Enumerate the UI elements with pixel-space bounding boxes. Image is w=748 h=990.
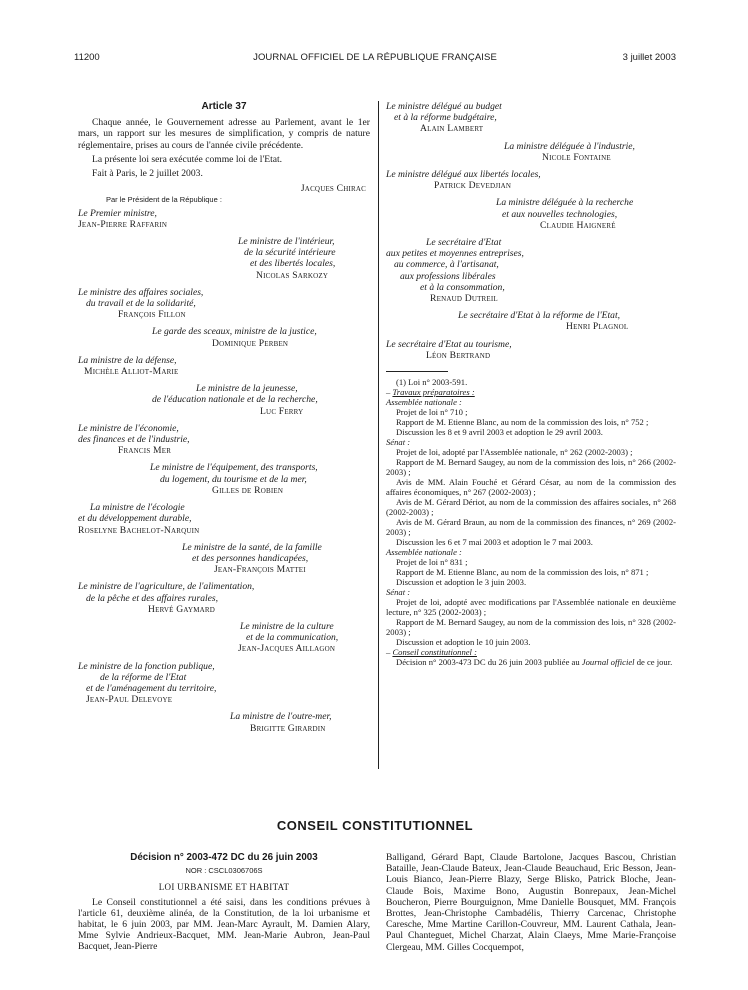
note-item: Projet de loi, adopté avec modifications par l'Assemblée nationale en deuxième lecture, n° 325 (2002-2003) ;: [386, 597, 676, 618]
decision-text: Le Conseil constitutionnel a été saisi, dans les conditions prévues à l'article 61, deuxième alinéa, de la Constitution, de la loi urbanisme et habitat, le 6 juin 2003, par MM. Jean-Marc Ayrault, M. Damien Alary, Mme Sylvie Andrieux-Bacquet, MM. Jean-Marie Aubron, Jean-Paul Bacquet, Jean-Pierre: [78, 896, 370, 953]
article-paragraph: Chaque année, le Gouvernement adresse au Parlement, avant le 1er mars, un rapport sur les mesures de simplification, y compris de nature réglementaire, prises au cours de l'année civile précédente.: [78, 117, 370, 151]
signature-block: Le ministre de l'économie, des finances et de l'industrie, Francis Mer: [78, 422, 190, 457]
signature-block: Le secrétaire d'Etat aux petites et moyennes entreprises, au commerce, à l'artisanat, aux professions libérales et à la consommation, Renaud Dutreil: [386, 237, 524, 305]
note-item: Avis de MM. Alain Fouché et Gérard César, au nom de la commission des affaires économiques, n° 267 (2002-2003) ;: [386, 477, 676, 498]
signature-block: La ministre déléguée à la recherche et aux nouvelles technologies, Claudie Haigneré: [496, 197, 634, 231]
signature-block: Le secrétaire d'Etat à la réforme de l'Etat, Henri Plagnol: [458, 310, 629, 333]
section-title: CONSEIL CONSTITUTIONNEL: [276, 818, 474, 833]
signature-block: Le ministre délégué au budget et à la réforme budgétaire, Alain Lambert: [386, 101, 502, 135]
note-item: Discussion les 8 et 9 avril 2003 et adoption le 29 avril 2003.: [396, 427, 603, 438]
note-conseil: – Conseil constitutionnel :: [386, 647, 477, 658]
note-item: Projet de loi n° 710 ;: [396, 407, 468, 418]
signature-block: Le ministre de la santé, de la famille et des personnes handicapées, Jean-François Mattei: [182, 541, 322, 576]
article-paragraph: La présente loi sera exécutée comme loi de l'Etat.: [92, 153, 283, 165]
signature-block: La ministre de l'outre-mer, Brigitte Girardin: [230, 711, 332, 734]
publication-date: 3 juillet 2003: [622, 52, 676, 63]
signature-block: Le ministre de la jeunesse, de l'éducation nationale et de la recherche, Luc Ferry: [152, 383, 318, 417]
note-item: Discussion et adoption le 3 juin 2003.: [396, 577, 527, 588]
premier-ministre-name: Jean-Pierre Raffarin: [78, 218, 168, 230]
note-item: Avis de M. Gérard Dériot, au nom de la commission des affaires sociales, n° 268 (2002-2003) ;: [386, 497, 676, 518]
note-item: Projet de loi n° 831 ;: [396, 557, 468, 568]
decision-subtitle: LOI URBANISME ET HABITAT: [158, 882, 290, 893]
article-paragraph: Fait à Paris, le 2 juillet 2003.: [92, 168, 203, 180]
signature-block: Le garde des sceaux, ministre de la justice, Dominique Perben: [152, 326, 317, 349]
right-column: [386, 101, 676, 667]
page-number: 11200: [74, 52, 100, 63]
signature-block: Le ministre de l'intérieur, de la sécurité intérieure et des libertés locales, Nicolas Sarkozy: [238, 236, 336, 281]
signature-block: Le ministre de la culture et de la communication, Jean-Jacques Aillagon: [238, 620, 339, 655]
article-title: Article 37: [201, 101, 247, 112]
signature-block: Le ministre des affaires sociales, du travail et de la solidarité, François Fillon: [78, 286, 204, 321]
note-item: Rapport de M. Etienne Blanc, au nom de la commission des lois, n° 752 ;: [396, 417, 649, 428]
decision-nor: NOR : CSCL0306706S: [185, 866, 263, 876]
decision-right-column: [386, 852, 676, 953]
premier-ministre-title: Le Premier ministre,: [78, 207, 157, 219]
signature-block: La ministre déléguée à l'industrie, Nicole Fontaine: [504, 140, 635, 163]
note-heading: Assemblée nationale :: [386, 397, 462, 408]
decision-title: Décision n° 2003-472 DC du 26 juin 2003: [130, 852, 318, 863]
note-item: Avis de M. Gérard Braun, au nom de la commission des finances, n° 269 (2002-2003) ;: [386, 517, 676, 538]
signature-block: Le secrétaire d'Etat au tourisme, Léon Bertrand: [386, 338, 512, 361]
column-separator: [378, 101, 379, 769]
note-item: Rapport de M. Etienne Blanc, au nom de la commission des lois, n° 871 ;: [396, 567, 649, 578]
signature-block: La ministre de la défense, Michèle Alliot-Marie: [78, 354, 179, 378]
decision-text-continued: Balligand, Gérard Bapt, Claude Bartolone, Jacques Bascou, Christian Bataille, Jean-Claude Bateux, Jean-Claude Beauchaud, Eric Besson, Jean-Louis Bianco, Jean-Pierre Blazy, Serge Blisko, Patrick Bloche, Jean-Claude Bois, Maxime Bono, Augustin Bonrepaux, Jean-Michel Boucheron, Pierre Bourguignon, Mme Danielle Bousquet, MM. François Brottes, Jean-Christophe Cambadélis, Thierry Carcenac, Christophe Caresche, Mme Martine Carillon-Couvreur, MM. Laurent Cathala, Jean-Paul Chanteguet, Michel Charzat, Alain Claeys, Mme Marie-Françoise Clergeau, MM. Gilles Cocquempot,: [386, 852, 676, 953]
note-item: Rapport de M. Bernard Saugey, au nom de la commission des lois, n° 328 (2002-2003) ;: [386, 617, 676, 638]
signature-block: Le ministre de la fonction publique, de la réforme de l'Etat et de l'aménagement du territoire, Jean-Paul Delevoye: [78, 660, 217, 706]
signature-block: Le ministre délégué aux libertés locales, Patrick Devedjian: [386, 169, 541, 192]
footnotes: [386, 377, 676, 667]
decision-left-column: [78, 852, 370, 953]
note-item: Discussion les 6 et 7 mai 2003 et adoption le 7 mai 2003.: [396, 537, 593, 548]
note-heading: Assemblée nationale :: [386, 547, 462, 558]
page-header: [74, 52, 676, 66]
note-item: Décision n° 2003-473 DC du 26 juin 2003 publiée au Journal officiel de ce jour.: [396, 657, 673, 668]
president-name: Jacques Chirac: [300, 183, 366, 195]
note-item: Projet de loi, adopté par l'Assemblée nationale, n° 262 (2002-2003) ;: [396, 447, 633, 458]
note-travaux: – Travaux préparatoires :: [386, 387, 475, 398]
notes-divider: [386, 371, 448, 372]
note-heading: Sénat :: [386, 587, 411, 598]
journal-title: JOURNAL OFFICIEL DE LA RÉPUBLIQUE FRANÇAISE: [253, 52, 497, 63]
signature-block: Le ministre de l'équipement, des transports, du logement, du tourisme et de la mer, Gilles de Robien: [150, 462, 318, 496]
note-heading: Sénat :: [386, 437, 411, 448]
signature-block: La ministre de l'écologie et du développement durable, Roselyne Bachelot-Narquin: [78, 502, 200, 536]
note-item: Rapport de M. Bernard Saugey, au nom de la commission des lois, n° 266 (2002-2003) ;: [386, 457, 676, 478]
note-loi: (1) Loi n° 2003-591.: [396, 377, 468, 388]
par-le-president: Par le Président de la République :: [106, 195, 222, 205]
left-column: [78, 101, 370, 734]
note-item: Discussion et adoption le 10 juin 2003.: [396, 637, 531, 648]
signature-block: Le ministre de l'agriculture, de l'alimentation, de la pêche et des affaires rurales, Hervé Gaymard: [78, 581, 255, 615]
